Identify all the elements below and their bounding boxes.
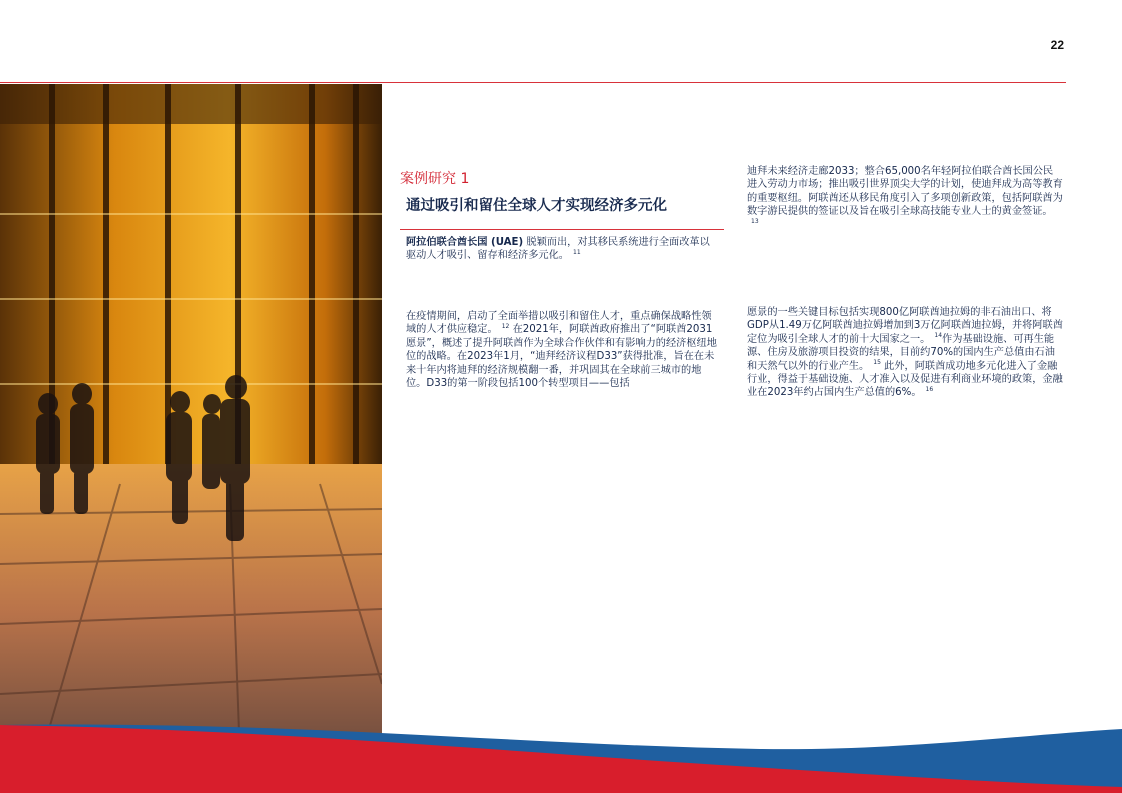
dubai-corridor-paragraph xyxy=(747,165,1063,232)
footnote-ref: 14 xyxy=(934,332,943,340)
case-study-header xyxy=(400,168,730,215)
hero-photo xyxy=(0,84,382,760)
paragraph-text: 在疫情期间，启动了全面举措以吸引和留住人才，重点确保战略性领域的人才供应稳定。 xyxy=(406,311,712,336)
vision-goals-paragraph xyxy=(747,306,1063,400)
city-crowd-photo xyxy=(0,84,382,760)
intro-country: 阿拉伯联合酋长国 (UAE) xyxy=(406,237,524,248)
paragraph-text: 在2021年，阿联酋政府推出了“阿联酋2031愿景”，概述了提升阿联酋作为全球合作伙伴和有影响力的经济枢纽地位的战略。在2023年1月，“迪拜经济议程D33”获得批准，旨在在未来十年内将迪拜的经济规模翻一番，并巩固其在全球前三城市的地位。D33的第一阶段包括100个转型项目——包括 xyxy=(406,324,717,390)
footnote-ref: 16 xyxy=(925,386,934,394)
paragraph-text: 迪拜未来经济走廊2033；整合65,000名年轻阿拉伯联合酋长国公民进入劳动力市场；推出吸引世界顶尖大学的计划，使迪拜成为高等教育的重要枢纽。阿联酋还从移民角度引入了多项创新政策，包括阿联酋为数字游民提供的签证以及旨在吸引全球高技能专业人士的黄金签证。 xyxy=(747,166,1063,218)
page-number: 22 xyxy=(1050,38,1064,52)
footer-wave-decoration xyxy=(0,721,1122,793)
title-divider xyxy=(400,229,724,230)
paragraph-text: 作为基础设施、可再生能源、住房及旅游项目投资的结果，目前约70%的国内生产总值由石油和天然气以外的行业产生。 xyxy=(747,333,1055,372)
intro-paragraph xyxy=(406,236,716,263)
case-study-title: 通过吸引和留住全球人才实现经济多元化 xyxy=(406,198,667,214)
intro-text: 脱颖而出，对其移民系统进行全面改革以驱动人才吸引、留存和经济多元化。 xyxy=(406,237,710,262)
pandemic-paragraph xyxy=(406,310,718,390)
paragraph-text: 愿景的一些关键目标包括实现800亿阿联酋迪拉姆的非石油出口、将GDP从1.49万亿阿联酋迪拉姆增加到3万亿阿联酋迪拉姆，并将阿联酋定位为吸引全球人才的前十大国家之一。 xyxy=(747,307,1063,345)
footnote-ref: 15 xyxy=(873,359,881,367)
paragraph-text: 此外，阿联酋成功地多元化进入了金融行业，得益于基础设施、人才准入以及促进有利商业环境的政策，金融业在2023年约占国内生产总值的6%。 xyxy=(747,360,1063,399)
footnote-ref: 11 xyxy=(573,249,581,257)
footnote-ref: 13 xyxy=(751,218,759,226)
top-divider xyxy=(0,82,1066,83)
footnote-ref: 12 xyxy=(501,323,510,331)
case-study-label: 案例研究 1 xyxy=(400,171,470,187)
